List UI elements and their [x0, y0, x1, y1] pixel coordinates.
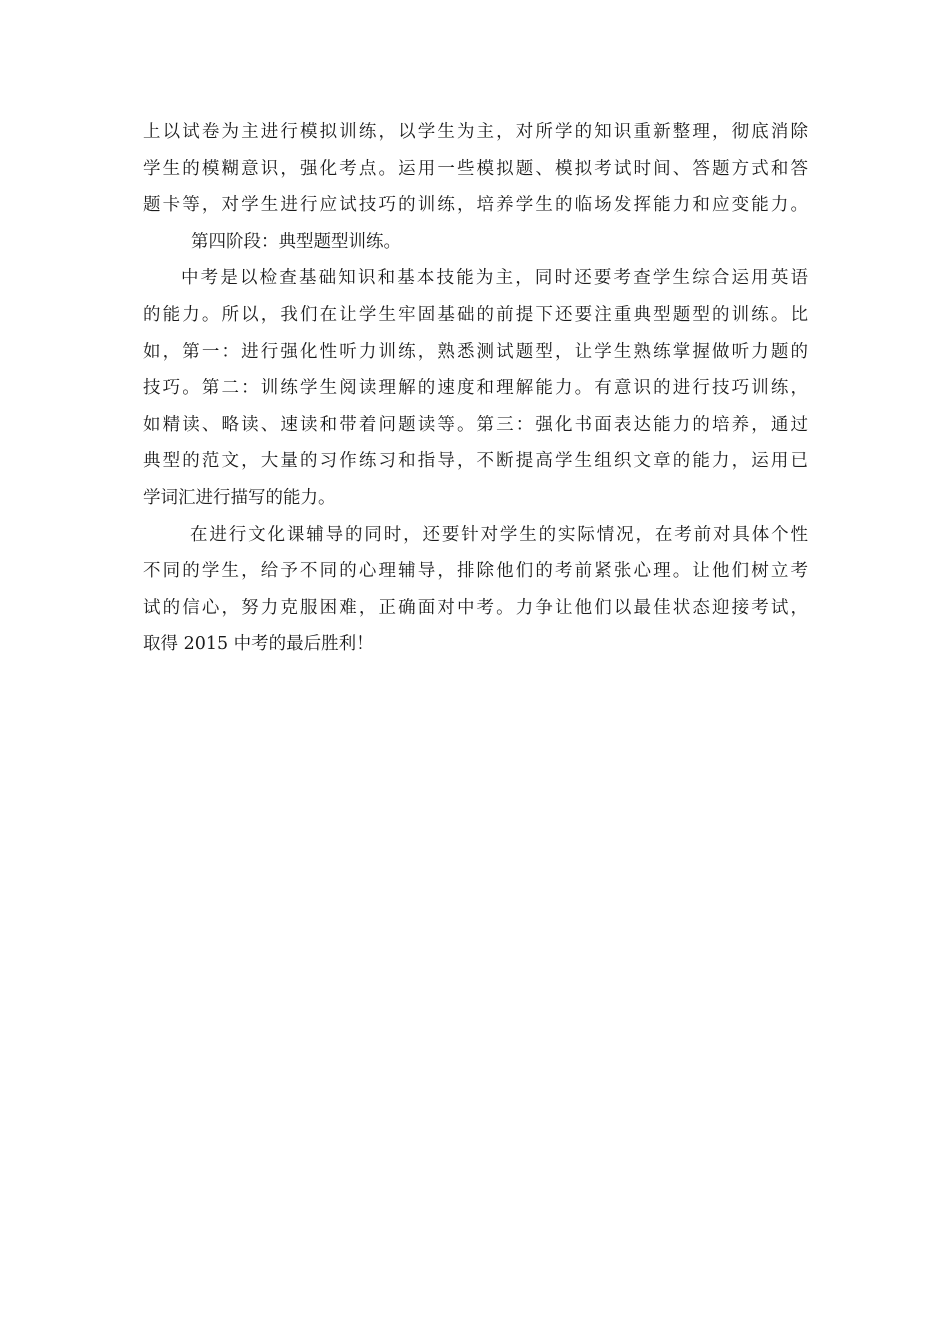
text-line: 如，第一：进行强化性听力训练，熟悉测试题型，让学生熟练掌握做听力题的 [143, 341, 808, 362]
text-line: 中考是以检查基础知识和基本技能为主，同时还要考查学生综合运用英语 [181, 268, 808, 289]
text-line: 典型的范文，大量的习作练习和指导，不断提高学生组织文章的能力，运用已 [143, 451, 808, 472]
text-line: 在进行文化课辅导的同时，还要针对学生的实际情况，在考前对具体个性 [190, 524, 808, 545]
paragraph-1 [143, 114, 808, 224]
text-line: 技巧。第二：训练学生阅读理解的速度和理解能力。有意识的进行技巧训练， [143, 378, 808, 399]
text-line: 学生的模糊意识，强化考点。运用一些模拟题、模拟考试时间、答题方式和答 [143, 158, 808, 179]
text-line: 的能力。所以，我们在让学生牢固基础的前提下还要注重典型题型的训练。比 [143, 304, 808, 325]
text-line: 上以试卷为主进行模拟训练，以学生为主，对所学的知识重新整理，彻底消除 [143, 122, 808, 142]
paragraph-3 [143, 517, 808, 663]
text-line: 题卡等，对学生进行应试技巧的训练，培养学生的临场发挥能力和应变能力。 [143, 195, 808, 216]
phase-heading: 第四阶段：典型题型训练。 [191, 231, 401, 252]
text-line: 试的信心，努力克服困难，正确面对中考。力争让他们以最佳状态迎接考试， [143, 597, 808, 618]
document-body [143, 114, 808, 663]
text-line: 如精读、略读、速读和带着问题读等。第三：强化书面表达能力的培养，通过 [143, 414, 808, 435]
paragraph-2 [143, 260, 808, 516]
text-line: 取得 2015 中考的最后胜利！ [143, 634, 374, 655]
text-line: 不同的学生，给予不同的心理辅导，排除他们的考前紧张心理。让他们树立考 [143, 561, 808, 582]
text-line: 学词汇进行描写的能力。 [143, 487, 336, 508]
